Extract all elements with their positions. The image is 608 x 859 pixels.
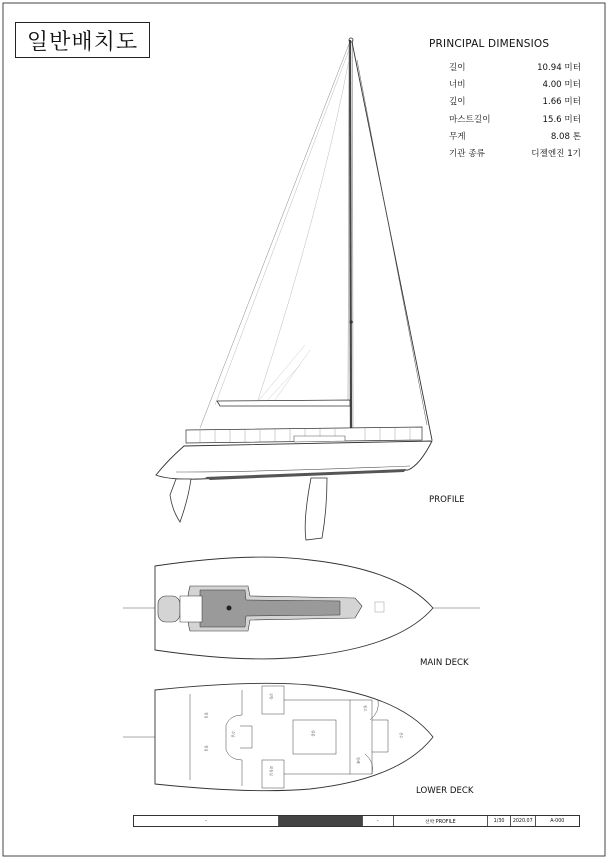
dimension-label: 무게 [449, 131, 466, 142]
room-label-bedroom-port: 침실 [204, 712, 208, 719]
title-block-date: 2020.07 [511, 816, 536, 826]
lower-deck-outline [155, 683, 433, 790]
lower-deck-label: LOWER DECK [416, 786, 474, 796]
title-block-scale: 1/30 [488, 816, 511, 826]
dimension-label: 기관 종류 [449, 148, 485, 159]
drawing-title: 일반배치도 [15, 22, 150, 58]
dimension-label: 너비 [449, 80, 466, 91]
room-label-cabinet: 수납 [231, 731, 235, 738]
room-label-galley: 주방 [269, 693, 273, 700]
dimension-value: 10.94 미터 [537, 63, 581, 73]
title-block [133, 815, 580, 827]
room-label-salon: 살롱 [311, 730, 315, 737]
title-block-cell: - [134, 816, 279, 826]
room-label-bow: 선수 [399, 732, 403, 739]
main-deck-label: MAIN DECK [420, 658, 469, 668]
title-block-dark-cell [279, 816, 363, 826]
dimensions-heading: PRINCIPAL DIMENSIOS [429, 38, 550, 50]
dimension-value: 15.6 미터 [542, 114, 581, 125]
dimension-value: 1.66 미터 [542, 97, 581, 108]
dimension-value: 8.08 톤 [550, 131, 581, 142]
profile-label: PROFILE [429, 495, 465, 505]
dimension-value: 디젤엔진 1기 [531, 148, 581, 159]
room-label-toilet: 화장실 [269, 766, 273, 776]
title-block-cell: - [363, 816, 394, 826]
room-label-chart: 항해 [356, 757, 360, 764]
title-block-number: A-000 [550, 818, 565, 824]
dimension-label: 깊이 [449, 97, 466, 108]
dimension-value: 4.00 미터 [542, 80, 581, 91]
room-label-bedroom-starboard: 침실 [204, 745, 208, 752]
dimension-label: 길이 [449, 63, 466, 73]
room-label-store: 창고 [363, 705, 367, 712]
dimension-label: 마스트길이 [449, 114, 491, 125]
title-block-drawing-name: 선박 PROFILE [394, 816, 489, 826]
